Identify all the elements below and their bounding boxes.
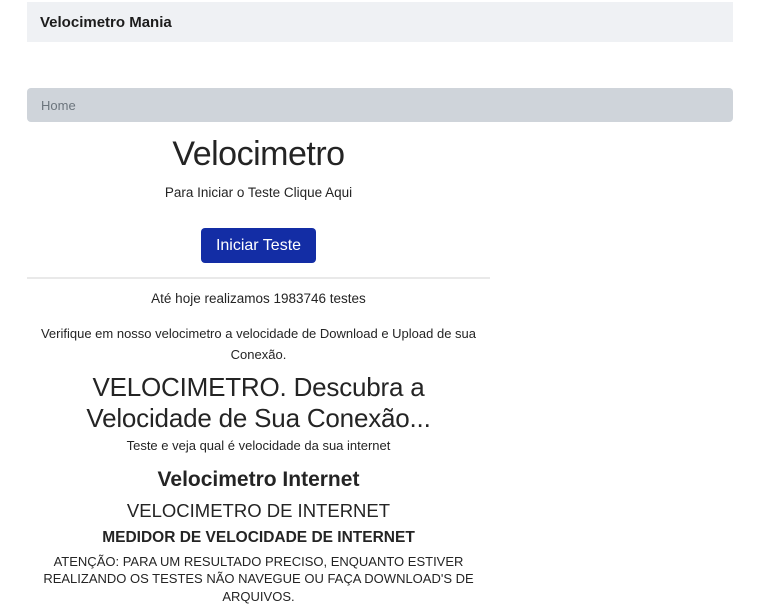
- page-subtitle: Para Iniciar o Teste Clique Aqui: [164, 184, 353, 200]
- heading-medidor-velocidade: MEDIDOR DE VELOCIDADE DE INTERNET: [102, 528, 415, 546]
- main-content: [27, 134, 490, 606]
- warning-text: ATENÇÃO: PARA UM RESULTADO PRECISO, ENQUANTO ESTIVER REALIZANDO OS TESTES NÃO NAVEGUE OU FAÇA DOWNLOAD'S DE ARQUIVOS.: [43, 553, 474, 605]
- app-header: [27, 2, 733, 42]
- start-test-button[interactable]: Iniciar Teste: [201, 228, 316, 263]
- content-divider: [27, 277, 490, 279]
- breadcrumb-item-home[interactable]: Home: [41, 97, 76, 113]
- breadcrumb: [27, 88, 733, 122]
- site-description: Verifique em nosso velocimetro a velocidade de Download e Upload de sua Conexão.: [40, 325, 477, 363]
- tests-counter: Até hoje realizamos 1983746 testes: [151, 291, 366, 307]
- headline-line2: Velocidade de Sua Conexão...: [86, 402, 431, 433]
- heading-velocimetro-de-internet: VELOCIMETRO DE INTERNET: [126, 499, 391, 521]
- headline-line1: VELOCIMETRO. Descubra a: [92, 371, 425, 402]
- headline: [27, 372, 490, 434]
- heading-velocimetro-internet: Velocimetro Internet: [157, 467, 360, 491]
- page-title: Velocimetro: [172, 135, 345, 173]
- tagline: Teste e veja qual é velocidade da sua internet: [126, 438, 391, 454]
- app-title: Velocimetro Mania: [40, 13, 172, 31]
